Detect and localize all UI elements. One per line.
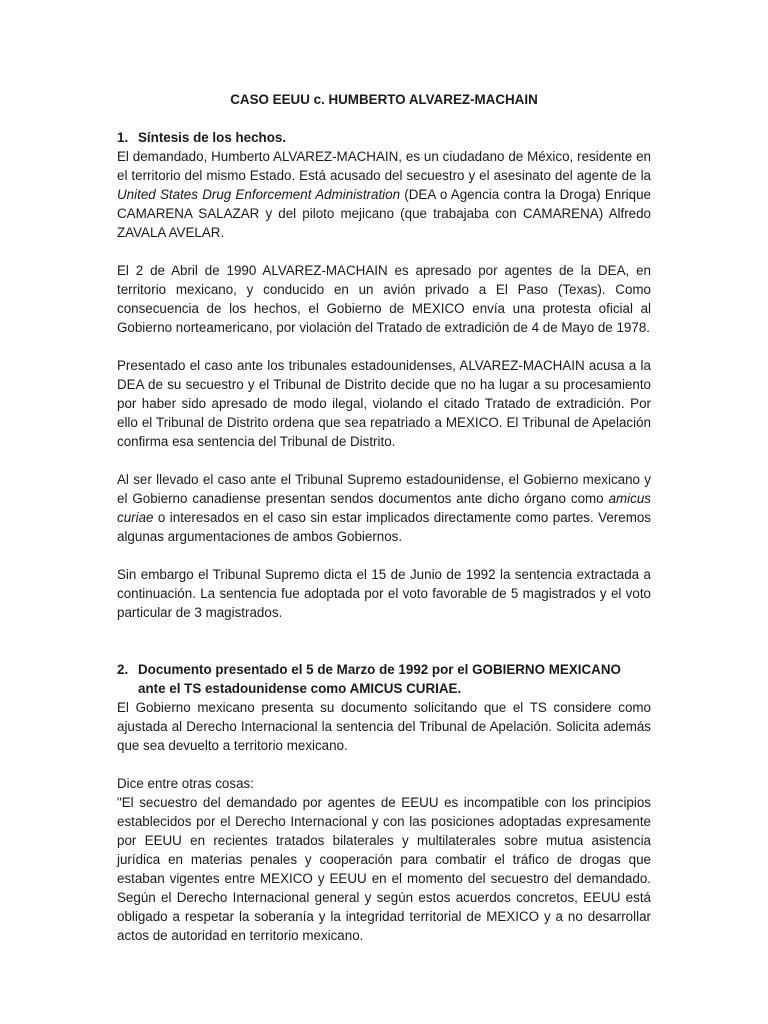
paragraph-text: El demandado, Humberto ALVAREZ-MACHAIN, es un ciudadano de México, residente en el territorio del mismo Estado. Está acusado del secuestro y el asesinato del agente de la: [117, 149, 651, 183]
document-page: [117, 90, 651, 945]
section-1-heading: [117, 128, 651, 147]
paragraph-text: o interesados en el caso sin estar implicados directamente como partes. Veremos algunas argumentaciones de ambos Gobiernos.: [117, 510, 651, 544]
document-title: CASO EEUU c. HUMBERTO ALVAREZ-MACHAIN: [230, 92, 538, 107]
section-2-paragraph-2: Dice entre otras cosas:: [117, 776, 254, 791]
section-2-paragraph-3: "El secuestro del demandado por agentes de EEUU es incompatible con los principios establecidos por el Derecho Internacional y con las posiciones adoptadas expresamente por EEUU en recientes tratados bilaterales y multilaterales sobre mutua asistencia jurídica en materias penales y cooperación para combatir el tráfico de drogas que estaban vigentes entre MEXICO y EEUU en el momento del secuestro del demandado. Según el Derecho Internacional general y según estos acuerdos concretos, EEUU está obligado a respetar la soberanía y la integridad territorial de MEXICO y a no desarrollar actos de autoridad en territorio mexicano.: [117, 795, 651, 943]
section-1-paragraph-4: [117, 470, 651, 546]
paragraph-text: Al ser llevado el caso ante el Tribunal Supremo estadounidense, el Gobierno mexicano y el Gobierno canadiense presentan sendos documentos ante dicho órgano como: [117, 472, 651, 506]
italic-text: amicus curiae: [117, 491, 651, 525]
section-1-paragraph-3: Presentado el caso ante los tribunales estadounidenses, ALVAREZ-MACHAIN acusa a la DEA de su secuestro y el Tribunal de Distrito decide que no ha lugar a su procesamiento por haber sido apresado de modo ilegal, violando el citado Tratado de extradición. Por ello el Tribunal de Distrito ordena que sea repatriado a MEXICO. El Tribunal de Apelación confirma esa sentencia del Tribunal de Distrito.: [117, 358, 651, 449]
section-1-number: 1.: [117, 130, 129, 145]
paragraph-text: (DEA o Agencia contra la Droga) Enrique CAMARENA SALAZAR y del piloto mejicano (que trabajaba con CAMARENA) Alfredo ZAVALA AVELAR.: [117, 187, 651, 240]
italic-text: United States Drug Enforcement Administration: [117, 187, 401, 202]
section-1-heading-text: Síntesis de los hechos.: [138, 130, 287, 145]
section-2-heading-text: Documento presentado el 5 de Marzo de 1992 por el GOBIERNO MEXICANO ante el TS estadounidense como AMICUS CURIAE.: [138, 662, 621, 696]
section-2-heading: [117, 660, 651, 698]
section-1-paragraph-5: Sin embargo el Tribunal Supremo dicta el 15 de Junio de 1992 la sentencia extractada a continuación. La sentencia fue adoptada por el voto favorable de 5 magistrados y el voto particular de 3 magistrados.: [117, 567, 651, 620]
section-1-paragraph-2: El 2 de Abril de 1990 ALVAREZ-MACHAIN es apresado por agentes de la DEA, en territorio mexicano, y conducido en un avión privado a El Paso (Texas). Como consecuencia de los hechos, el Gobierno de MEXICO envía una protesta oficial al Gobierno norteamericano, por violación del Tratado de extradición de 4 de Mayo de 1978.: [117, 263, 651, 335]
section-2-paragraph-1: El Gobierno mexicano presenta su documento solicitando que el TS considere como ajustada al Derecho Internacional la sentencia del Tribunal de Apelación. Solicita además que sea devuelto a territorio mexicano.: [117, 700, 651, 753]
section-1-paragraph-1: [117, 147, 651, 242]
section-2-number: 2.: [117, 662, 129, 677]
